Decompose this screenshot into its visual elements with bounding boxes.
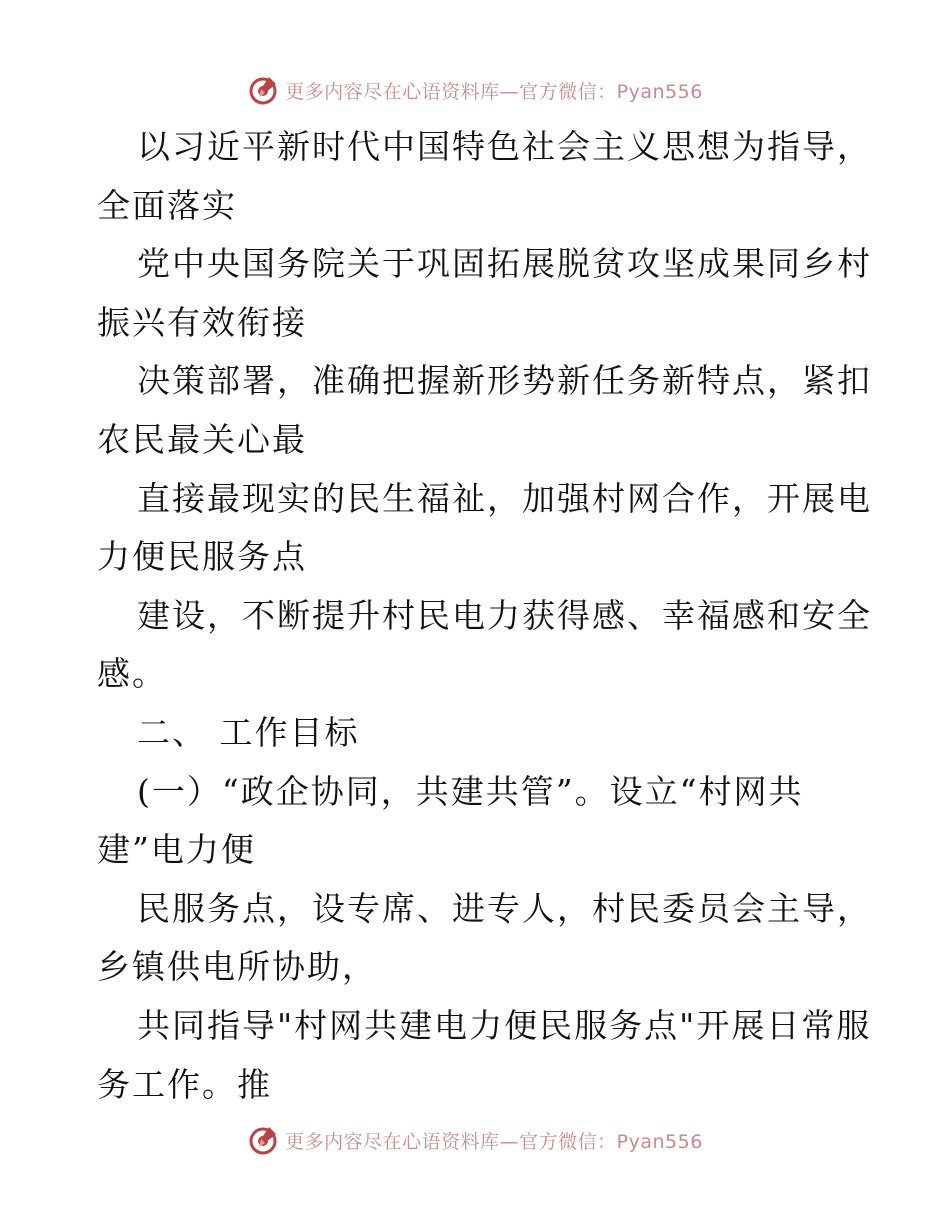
paragraph-line: 共同指导"村网共建电力便民服务点"开展日常服 (137, 1005, 872, 1045)
paragraph-line: 决策部署，准确把握新形势新任务新特点，紧扣 (137, 361, 872, 401)
watermark-text: 更多内容尽在心语资料库—官方微信：Pyan556 (285, 1130, 703, 1153)
logo-seal-icon (247, 1124, 279, 1156)
section-heading: 二、 工作目标 (137, 712, 360, 752)
paragraph-line: 建设，不断提升村民电力获得感、幸福感和安全 (137, 595, 872, 635)
footer-watermark (0, 1120, 950, 1160)
paragraph-line: (一）“政企协同，共建共管”。设立“村网共 (137, 771, 804, 811)
paragraph-line: 振兴有效衔接 (97, 302, 307, 342)
paragraph-line: 乡镇供电所协助， (97, 947, 377, 987)
paragraph-line: 全面落实 (97, 185, 237, 225)
paragraph-line: 务工作。推 (97, 1064, 272, 1104)
paragraph-line: 民服务点，设专席、进专人，村民委员会主导， (137, 888, 872, 928)
logo-seal-icon (247, 74, 279, 106)
paragraph-line: 建”电力便 (97, 830, 256, 870)
paragraph-line: 感。 (97, 654, 167, 694)
document-body (97, 118, 872, 1114)
paragraph-line: 以习近平新时代中国特色社会主义思想为指导， (137, 127, 872, 166)
paragraph-line: 力便民服务点 (97, 537, 307, 577)
paragraph-line: 党中央国务院关于巩固拓展脱贫攻坚成果同乡村 (137, 244, 872, 284)
watermark-text: 更多内容尽在心语资料库—官方微信：Pyan556 (285, 80, 703, 103)
paragraph-line: 直接最现实的民生福祉，加强村网合作，开展电 (137, 478, 872, 518)
paragraph-line: 农民最关心最 (97, 419, 307, 459)
header-watermark (0, 70, 950, 110)
